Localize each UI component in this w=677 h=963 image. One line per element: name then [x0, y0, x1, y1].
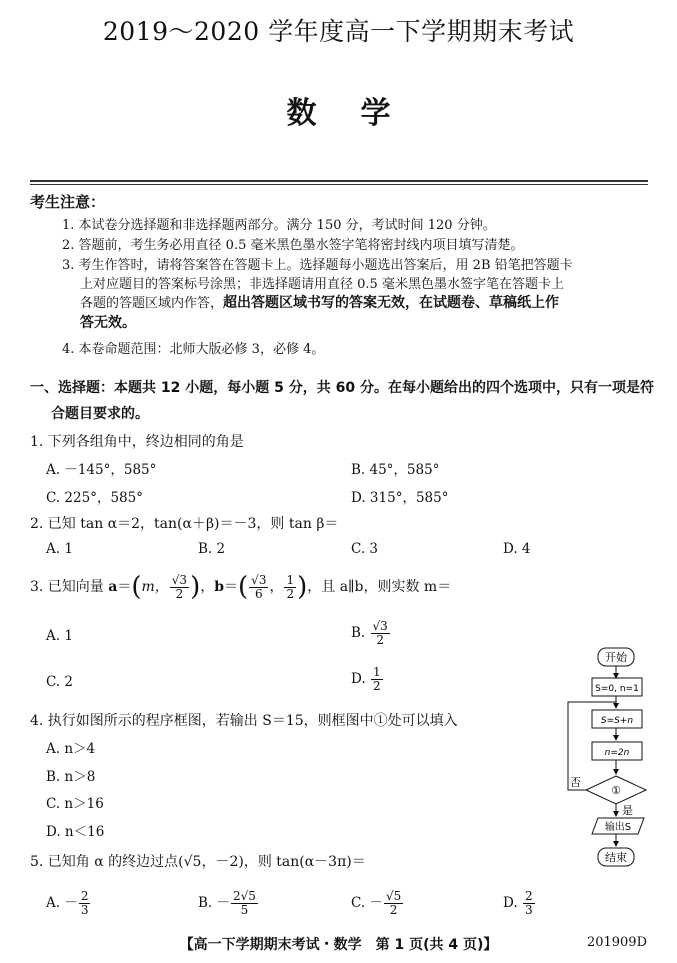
q3-frac3: $\frac{1}{2}$	[286, 572, 295, 601]
question-3-option-b: B. $\frac{√3}{2}$	[351, 619, 388, 647]
flow-no-label: 否	[570, 776, 581, 789]
question-5-option-c: C. － $\frac{√5}{2}$	[351, 889, 402, 917]
question-5-option-a: A. － $\frac{2}{3}$	[46, 889, 89, 917]
notice-line-3d: 答无效。	[80, 315, 136, 331]
question-5-option-d: D. $\frac{2}{3}$	[503, 889, 533, 917]
section-heading-line-1: 一、选择题：本题共 12 小题，每小题 5 分，共 60 分。在每小题给出的四个选项中，只有一项是符	[30, 380, 654, 396]
page-footer: 【高一下学期期末考试・数学 第 1 页(共 4 页)】	[179, 937, 498, 953]
flow-init-label: S=0, n=1	[595, 684, 639, 694]
question-2-stem: 2. 已知 tan α＝2，tan(α＋β)＝－3，则 tan β＝	[30, 516, 339, 532]
question-2-option-a: A. 1	[46, 541, 73, 557]
q3-paren-close-1: )	[190, 572, 201, 602]
question-1-option-b: B. 45°，585°	[351, 462, 440, 478]
question-1-option-d: D. 315°，585°	[351, 490, 449, 506]
flow-output-label: 输出S	[604, 822, 632, 833]
exam-title: 2019～2020 学年度高一下学期期末考试	[102, 17, 575, 46]
question-1-option-c: C. 225°，585°	[46, 490, 143, 506]
q3-paren-close-2: )	[297, 572, 308, 602]
question-4-option-c: C. n＞16	[46, 796, 104, 812]
question-4-option-b: B. n＞8	[46, 769, 96, 785]
question-4-option-a: A. n＞4	[46, 741, 96, 757]
header-rule-thin	[30, 184, 648, 185]
notice-line-1: 1. 本试卷分选择题和非选择题两部分。满分 150 分，考试时间 120 分钟。	[62, 218, 496, 233]
notice-line-3a: 3. 考生作答时，请将答案答在答题卡上。选择题每小题选出答案后，用 2B 铅笔把答题卡	[62, 258, 573, 273]
question-1-option-a: A. －145°，585°	[46, 462, 157, 478]
question-2-option-b: B. 2	[198, 541, 226, 557]
q3-eq2: ＝	[224, 579, 239, 595]
subject-title: 数学	[286, 96, 435, 131]
flow-sum-label: S=S+n	[600, 716, 634, 726]
question-3-option-a: A. 1	[46, 628, 73, 644]
q3-prefix: 3. 已知向量	[30, 579, 109, 595]
flow-end-label: 结束	[605, 851, 627, 864]
flow-yes-label: 是	[622, 804, 633, 817]
question-1-stem: 1. 下列各组角中，终边相同的角是	[30, 434, 244, 450]
flow-start-label: 开始	[605, 651, 627, 664]
q3-vector-a: a	[108, 579, 118, 595]
paper-code: 201909D	[586, 935, 647, 950]
notice-line-3b: 上对应题目的答案标号涂黑；非选择题请用直径 0.5 毫米黑色墨水签字笔在答题卡上	[80, 277, 564, 292]
q3-paren-open-2: (	[238, 572, 249, 602]
notice-line-3c-normal: 各题的答题区域内作答，	[80, 296, 224, 311]
notice-line-3c	[80, 292, 559, 312]
q3-comma: ，	[200, 579, 215, 595]
section-heading-line-2: 合题目要求的。	[51, 406, 149, 422]
q3-paren-open-1: (	[131, 572, 142, 602]
notice-line-4: 4. 本卷命题范围：北师大版必修 3，必修 4。	[62, 342, 325, 357]
q3-m: m，	[141, 579, 169, 595]
q3-frac2: $\frac{√3}{6}$	[251, 572, 267, 601]
notice-heading: 考生注意：	[30, 193, 106, 211]
question-3-stem: 3. 已知向量 a＝(m， $\frac{√3}{2}$ )，b＝( $\frac{√3}{6}$ ， $\frac{1}{2}$ )，且 a∥b，则实数 m＝	[30, 572, 452, 602]
q3-frac1: $\frac{√3}{2}$	[171, 572, 188, 601]
question-5-option-b: B. － $\frac{2√5}{5}$	[198, 889, 256, 917]
question-4-stem: 4. 执行如图所示的程序框图，若输出 S＝15，则框图中①处可以填入	[30, 713, 458, 729]
notice-line-2: 2. 答题前，考生务必用直径 0.5 毫米黑色墨水签字笔将密封线内项目填写清楚。	[62, 238, 524, 253]
question-3-option-d: D. $\frac{1}{2}$	[351, 665, 381, 693]
flow-double-label: n=2n	[604, 748, 630, 758]
notice-line-3c-bold: 超出答题区域书写的答案无效，在试题卷、草稿纸上作	[223, 295, 560, 311]
header-rule	[30, 180, 648, 182]
question-3-option-c: C. 2	[46, 674, 74, 690]
question-5-stem: 5. 已知角 α 的终边过点(√5，－2)，则 tan(α－3π)＝	[30, 854, 366, 870]
flow-condition-label: ①	[611, 784, 621, 797]
question-2-option-c: C. 3	[351, 541, 379, 557]
question-4-option-d: D. n＜16	[46, 824, 105, 840]
q3-eq1: ＝	[117, 579, 132, 595]
question-2-option-d: D. 4	[503, 541, 531, 557]
q3-vector-b: b	[214, 579, 225, 595]
flowchart	[560, 640, 660, 870]
q3-suffix: ，且 a∥b，则实数 m＝	[307, 579, 452, 595]
